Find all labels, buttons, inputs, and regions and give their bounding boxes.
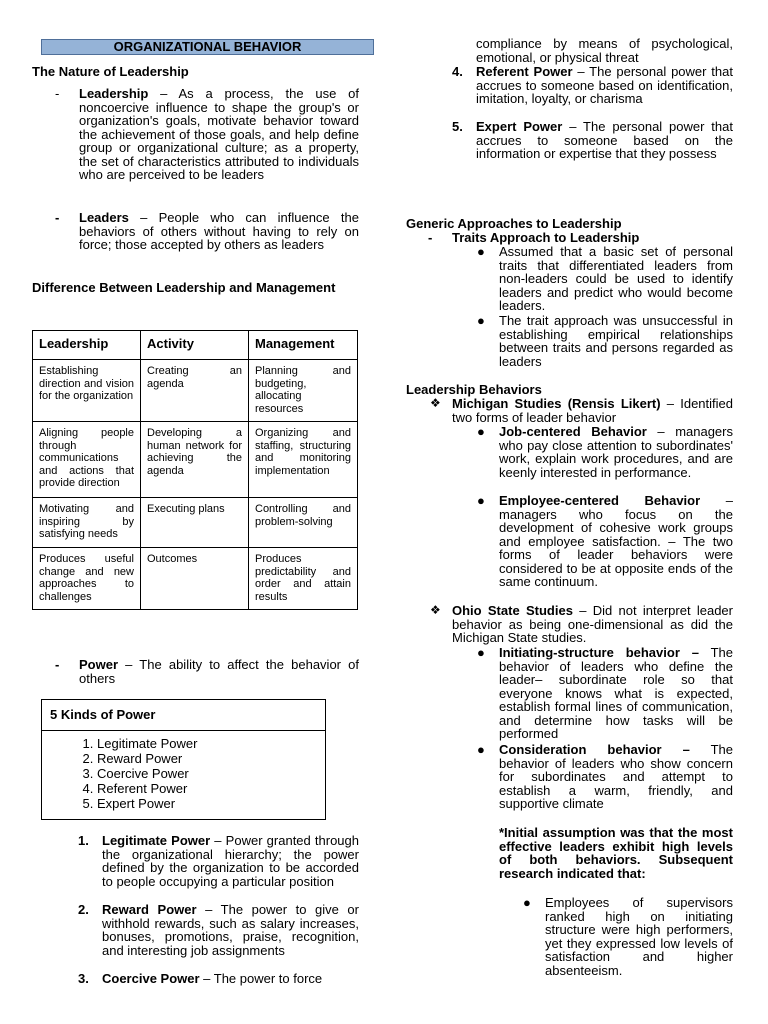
power-term: Reward Power bbox=[102, 902, 197, 917]
kinds-of-power-box bbox=[41, 699, 326, 820]
leaders-definition bbox=[55, 210, 359, 252]
item-number: 5. bbox=[452, 119, 463, 134]
bullet-text: – managers who focus on the development of cohesive work groups and employee satisfaction. – The two forms of leader behaviors were considered to be at opposite ends of the same continuum. bbox=[499, 493, 733, 589]
ohio-bullet bbox=[477, 742, 733, 811]
column-header: Management bbox=[249, 331, 358, 360]
table-cell: Produces predictability and order and attain results bbox=[249, 548, 358, 610]
power-term: Expert Power bbox=[476, 119, 563, 134]
table-cell: Motivating and inspiring by satisfying needs bbox=[33, 498, 141, 548]
bullet-term: Employee-centered Behavior bbox=[499, 493, 701, 508]
table-row bbox=[33, 548, 358, 610]
michigan-bullet bbox=[477, 493, 733, 589]
list-item: 2. Reward Power bbox=[97, 751, 197, 766]
dash-marker: - bbox=[55, 86, 60, 101]
table-cell: Establishing direction and vision for the organization bbox=[33, 360, 141, 422]
bullet-text: – managers who pay close attention to subordinates' work, explain work procedures, and are keenly interested in performance. bbox=[499, 424, 733, 480]
traits-bullet bbox=[477, 244, 733, 313]
power-description: compliance by means of psychological, emotional, or physical threat bbox=[476, 36, 733, 65]
power-list bbox=[42, 736, 197, 811]
column-header: Leadership bbox=[33, 331, 141, 360]
power-item-legitimate bbox=[78, 833, 359, 889]
bullet-text: Assumed that a basic set of personal traits that differentiated leaders from non-leaders could be used to identify leaders and predict who would become leaders. bbox=[499, 244, 733, 313]
bullet-marker: ● bbox=[477, 493, 485, 508]
term-leadership: Leadership bbox=[79, 86, 149, 101]
list-item: 4. Referent Power bbox=[97, 781, 197, 796]
table-cell: Aligning people through communications and actions that provide direction bbox=[33, 422, 141, 498]
bullet-marker: ● bbox=[477, 742, 485, 757]
power-term: Coercive Power bbox=[102, 971, 200, 986]
power-description: – Power granted through the organizational hierarchy; the power defined by the organization to be accorded to people occupying a particular position bbox=[102, 833, 359, 889]
power-term: Legitimate Power bbox=[102, 833, 211, 848]
power-definition bbox=[55, 657, 359, 686]
diamond-bullet-icon: ❖ bbox=[430, 396, 441, 410]
item-number: 4. bbox=[452, 64, 463, 79]
dash-marker: - bbox=[55, 657, 60, 672]
leadership-text: – As a process, the use of noncoercive influence to shape the group's or organization's goals, motivate behavior toward the achievement of those goals, and help define group or organizational culture; as a property, the set of characteristics attributed to individuals who are perceived to be leaders bbox=[79, 86, 359, 182]
dash-marker: - bbox=[55, 210, 60, 225]
bullet-text: The behavior of leaders who define the leader– subordinate role so that everyone knows what is expected, establish formal lines of communication, and determine how tasks will be performed bbox=[499, 645, 733, 741]
list-item: 3. Coercive Power bbox=[97, 766, 197, 781]
bullet-term: Consideration behavior – bbox=[499, 742, 690, 757]
power-item-reward bbox=[78, 902, 359, 958]
leaders-text: – People who can influence the behaviors of others without having to rely on force; those accepted by others as leaders bbox=[79, 210, 359, 252]
column-header: Activity bbox=[141, 331, 249, 360]
bullet-term: Job-centered Behavior bbox=[499, 424, 647, 439]
ohio-studies bbox=[430, 603, 733, 645]
leadership-behaviors-heading: Leadership Behaviors bbox=[406, 382, 542, 397]
traits-heading-text: Traits Approach to Leadership bbox=[452, 230, 640, 245]
term-leaders: Leaders bbox=[79, 210, 129, 225]
table-header-row bbox=[33, 331, 358, 360]
power-description: – The personal power that accrues to someone based on identification, imitation, loyalty, or charisma bbox=[476, 64, 733, 106]
list-item: 5. Expert Power bbox=[97, 796, 197, 811]
table-row bbox=[33, 422, 358, 498]
bullet-text: The behavior of leaders who show concern for subordinates and attempt to establish a warm, friendly, and supportive climate bbox=[499, 742, 733, 811]
michigan-text: – Identified two forms of leader behavior bbox=[452, 396, 733, 425]
bullet-marker: ● bbox=[477, 645, 485, 660]
diamond-bullet-icon: ❖ bbox=[430, 603, 441, 617]
table-cell: Developing a human network for achieving the agenda bbox=[141, 422, 249, 498]
power-item-expert bbox=[452, 119, 733, 161]
item-number: 3. bbox=[78, 971, 89, 986]
table-cell: Outcomes bbox=[141, 548, 249, 610]
research-note: *Initial assumption was that the most effective leaders exhibit high levels of both behaviors. Subsequent research indicated that: bbox=[499, 825, 733, 881]
page-title: ORGANIZATIONAL BEHAVIOR bbox=[41, 39, 374, 55]
table-row bbox=[33, 498, 358, 548]
bullet-marker: ● bbox=[477, 244, 485, 259]
dash-marker: - bbox=[428, 230, 433, 245]
bullet-term: Initiating-structure behavior – bbox=[499, 645, 699, 660]
table-cell: Produces useful change and new approaches to challenges bbox=[33, 548, 141, 610]
generic-approaches-heading: Generic Approaches to Leadership bbox=[406, 216, 622, 231]
bullet-marker: ● bbox=[477, 313, 485, 328]
michigan-term: Michigan Studies (Rensis Likert) bbox=[452, 396, 661, 411]
michigan-studies bbox=[430, 396, 733, 425]
power-text: – The ability to affect the behavior of others bbox=[79, 657, 359, 686]
table-cell: Planning and budgeting, allocating resources bbox=[249, 360, 358, 422]
table-cell: Organizing and staffing, structuring and monitoring implementation bbox=[249, 422, 358, 498]
difference-heading: Difference Between Leadership and Management bbox=[32, 280, 336, 295]
item-number: 1. bbox=[78, 833, 89, 848]
bullet-text: Employees of supervisors ranked high on initiating structure were high performers, yet they expressed low levels of satisfaction and higher absenteeism. bbox=[545, 895, 733, 978]
table-cell: Controlling and problem-solving bbox=[249, 498, 358, 548]
item-number: 2. bbox=[78, 902, 89, 917]
power-description: – The personal power that accrues to someone based on the information or expertise that they possess bbox=[476, 119, 733, 161]
nature-heading: The Nature of Leadership bbox=[32, 64, 189, 79]
table-cell: Executing plans bbox=[141, 498, 249, 548]
leadership-definition bbox=[55, 86, 359, 182]
power-term: Referent Power bbox=[476, 64, 573, 79]
term-power: Power bbox=[79, 657, 119, 672]
bullet-marker: ● bbox=[477, 424, 485, 439]
power-item-referent bbox=[452, 64, 733, 106]
bullet-text: The trait approach was unsuccessful in establishing empirical relationships between traits and persons regarded as leaders bbox=[499, 313, 733, 369]
list-item: 1. Legitimate Power bbox=[97, 736, 197, 751]
power-description: – The power to force bbox=[199, 971, 323, 986]
research-sub-bullet bbox=[523, 895, 733, 978]
power-item-coercive-cont bbox=[476, 37, 733, 64]
ohio-text: – Did not interpret leader behavior as being one-dimensional as did the Michigan State studies. bbox=[452, 603, 733, 645]
power-description: – The power to give or withhold rewards, such as salary increases, bonuses, promotions, praise, recognition, and interesting job assignments bbox=[102, 902, 359, 958]
power-item-coercive bbox=[78, 971, 359, 986]
power-box-heading: 5 Kinds of Power bbox=[42, 700, 325, 731]
bullet-marker: ● bbox=[523, 895, 531, 910]
table-cell: Creating an agenda bbox=[141, 360, 249, 422]
traits-approach-heading bbox=[428, 230, 640, 245]
table-row bbox=[33, 360, 358, 422]
ohio-term: Ohio State Studies bbox=[452, 603, 573, 618]
michigan-bullet bbox=[477, 424, 733, 480]
traits-bullet bbox=[477, 313, 733, 369]
ohio-bullet bbox=[477, 645, 733, 741]
leadership-management-table bbox=[32, 330, 358, 610]
